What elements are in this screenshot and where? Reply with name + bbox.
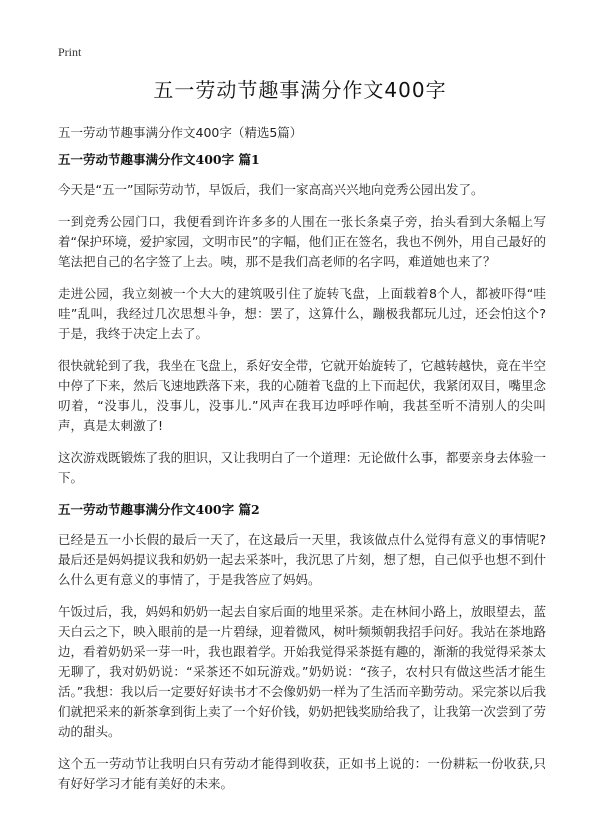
paragraph: 今天是“五一”国际劳动节，早饭后，我们一家高高兴兴地向竞秀公园出发了。 [58, 182, 484, 197]
article-body [58, 150, 546, 806]
section-heading: 五一劳动节趣事满分作文400字 篇1 [58, 152, 260, 167]
paragraph: 这次游戏既锻炼了我的胆识，又让我明白了一个道理：无论做什么事，都要亲身去体验一下。 [58, 450, 546, 485]
essay-section-1 [58, 150, 546, 488]
paragraph: 走进公园，我立刻被一个大大的建筑吸引住了旋转飞盘，上面载着8个人，都被吓得“哇哇”乱叫，我经过几次思想斗争，想：罢了，这算什么，蹦极我都玩儿过，还会怕这个?于是，我终于决定上去了。 [58, 286, 546, 341]
page-title: 五一劳动节趣事满分作文400字 [153, 78, 447, 102]
paragraph: 已经是五一小长假的最后一天了，在这最后一天里，我该做点什么觉得有意义的事情呢?最后还是妈妈提议我和奶奶一起去采茶叶，我沉思了片刻，想了想，自己似乎也想不到什么什么更有意义的事情了，于是我答应了妈妈。 [58, 532, 546, 587]
paragraph: 这个五一劳动节让我明白只有劳动才能得到收获，正如书上说的：一份耕耘一份收获,只有好好学习才能有美好的未来。 [58, 756, 546, 791]
section-heading: 五一劳动节趣事满分作文400字 篇2 [58, 502, 260, 517]
paragraph: 午饭过后，我，妈妈和奶奶一起去自家后面的地里采茶。走在林间小路上，放眼望去，蓝天白云之下，映入眼前的是一片碧绿，迎着微风，树叶频频朝我招手问好。我站在茶地路边，看着奶奶采一芽一叶，我也跟着学。开始我觉得采茶挺有趣的，渐渐的我觉得采茶太无聊了，我对奶奶说：“采茶还不如玩游戏。”奶奶说：“孩子，农村只有做这些活才能生活。”我想：我以后一定要好好读书才不会像奶奶一样为了生活而辛勤劳动。采完茶以后我们就把采来的新茶拿到街上卖了一个好价钱，奶奶把钱奖励给我了，让我第一次尝到了劳动的甜头。 [58, 604, 546, 739]
paragraph: 一到竞秀公园门口，我便看到许许多多的人围在一张长条桌子旁，抬头看到大条幅上写着“保护环境，爱护家园，文明市民”的字幅，他们正在签名，我也不例外，用自己最好的笔法把自己的名字签了上去。咦，那不是我们高老师的名字吗，难道她也来了？ [58, 214, 546, 269]
print-label: Print [58, 45, 82, 59]
page-subtitle: 五一劳动节趣事满分作文400字（精选5篇） [58, 125, 303, 140]
essay-section-2 [58, 500, 546, 794]
paragraph: 很快就轮到了我，我坐在飞盘上，系好安全带，它就开始旋转了，它越转越快，竟在半空中停了下来，然后飞速地跌落下来，我的心随着飞盘的上下而起伏，我紧闭双目，嘴里念叨着，“没事儿，没事儿，没事儿.”风声在我耳边呼呼作响，我甚至听不清别人的尖叫声，真是太刺激了! [58, 358, 546, 433]
